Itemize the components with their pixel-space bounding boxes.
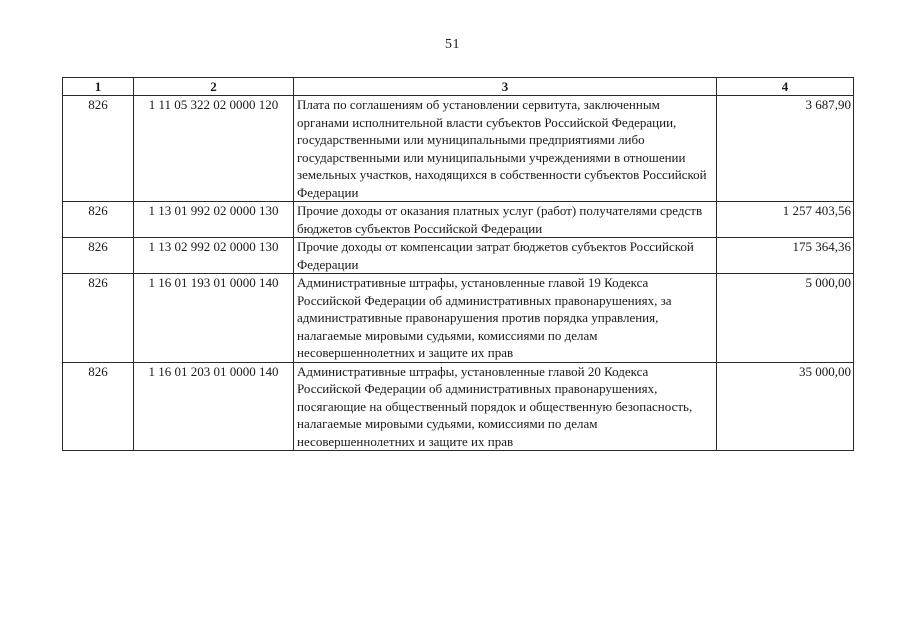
budget-code-cell: 1 11 05 322 02 0000 120 — [134, 96, 294, 202]
admin-code-cell: 826 — [63, 96, 134, 202]
budget-code-cell: 1 13 02 992 02 0000 130 — [134, 238, 294, 274]
budget-code-cell: 1 13 01 992 02 0000 130 — [134, 202, 294, 238]
table-row — [63, 96, 854, 202]
admin-code-cell: 826 — [63, 274, 134, 363]
revenue-name-cell: Административные штрафы, установленные главой 20 Кодекса Российской Федерации об административных правонарушениях, посягающие на общественный порядок и общественную безопасность, налагаемые мировыми судьями, комиссиями по делам несовершеннолетних и защите их прав — [294, 362, 717, 451]
admin-code-cell: 826 — [63, 362, 134, 451]
amount-cell: 5 000,00 — [717, 274, 854, 363]
budget-code-cell: 1 16 01 203 01 0000 140 — [134, 362, 294, 451]
admin-code-cell: 826 — [63, 202, 134, 238]
amount-cell: 3 687,90 — [717, 96, 854, 202]
revenue-name-cell: Прочие доходы от компенсации затрат бюджетов субъектов Российской Федерации — [294, 238, 717, 274]
table-row — [63, 274, 854, 363]
revenue-name-cell: Административные штрафы, установленные главой 19 Кодекса Российской Федерации об административных правонарушениях, за административные правонарушения против порядка управления, налагаемые мировыми судьями, комиссиями по делам несовершеннолетних и защите их прав — [294, 274, 717, 363]
page-number: 51 — [445, 37, 460, 52]
revenue-name-cell: Плата по соглашениям об установлении сервитута, заключенным органами исполнительной власти субъектов Российской Федерации, государственными или муниципальными предприятиями либо государственными или муниципальными учреждениями в отношении земельных участков, находящихся в собственности субъектов Российской Федерации — [294, 96, 717, 202]
admin-code-cell: 826 — [63, 238, 134, 274]
column-header-2: 2 — [134, 78, 294, 96]
column-header-1: 1 — [63, 78, 134, 96]
budget-code-cell: 1 16 01 193 01 0000 140 — [134, 274, 294, 363]
table-row — [63, 202, 854, 238]
revenue-name-cell: Прочие доходы от оказания платных услуг (работ) получателями средств бюджетов субъектов Российской Федерации — [294, 202, 717, 238]
table-header-row — [63, 78, 854, 96]
table-row — [63, 238, 854, 274]
column-header-4: 4 — [717, 78, 854, 96]
amount-cell: 175 364,36 — [717, 238, 854, 274]
table-row — [63, 362, 854, 451]
amount-cell: 35 000,00 — [717, 362, 854, 451]
amount-cell: 1 257 403,56 — [717, 202, 854, 238]
column-header-3: 3 — [294, 78, 717, 96]
budget-revenue-table — [62, 77, 854, 451]
